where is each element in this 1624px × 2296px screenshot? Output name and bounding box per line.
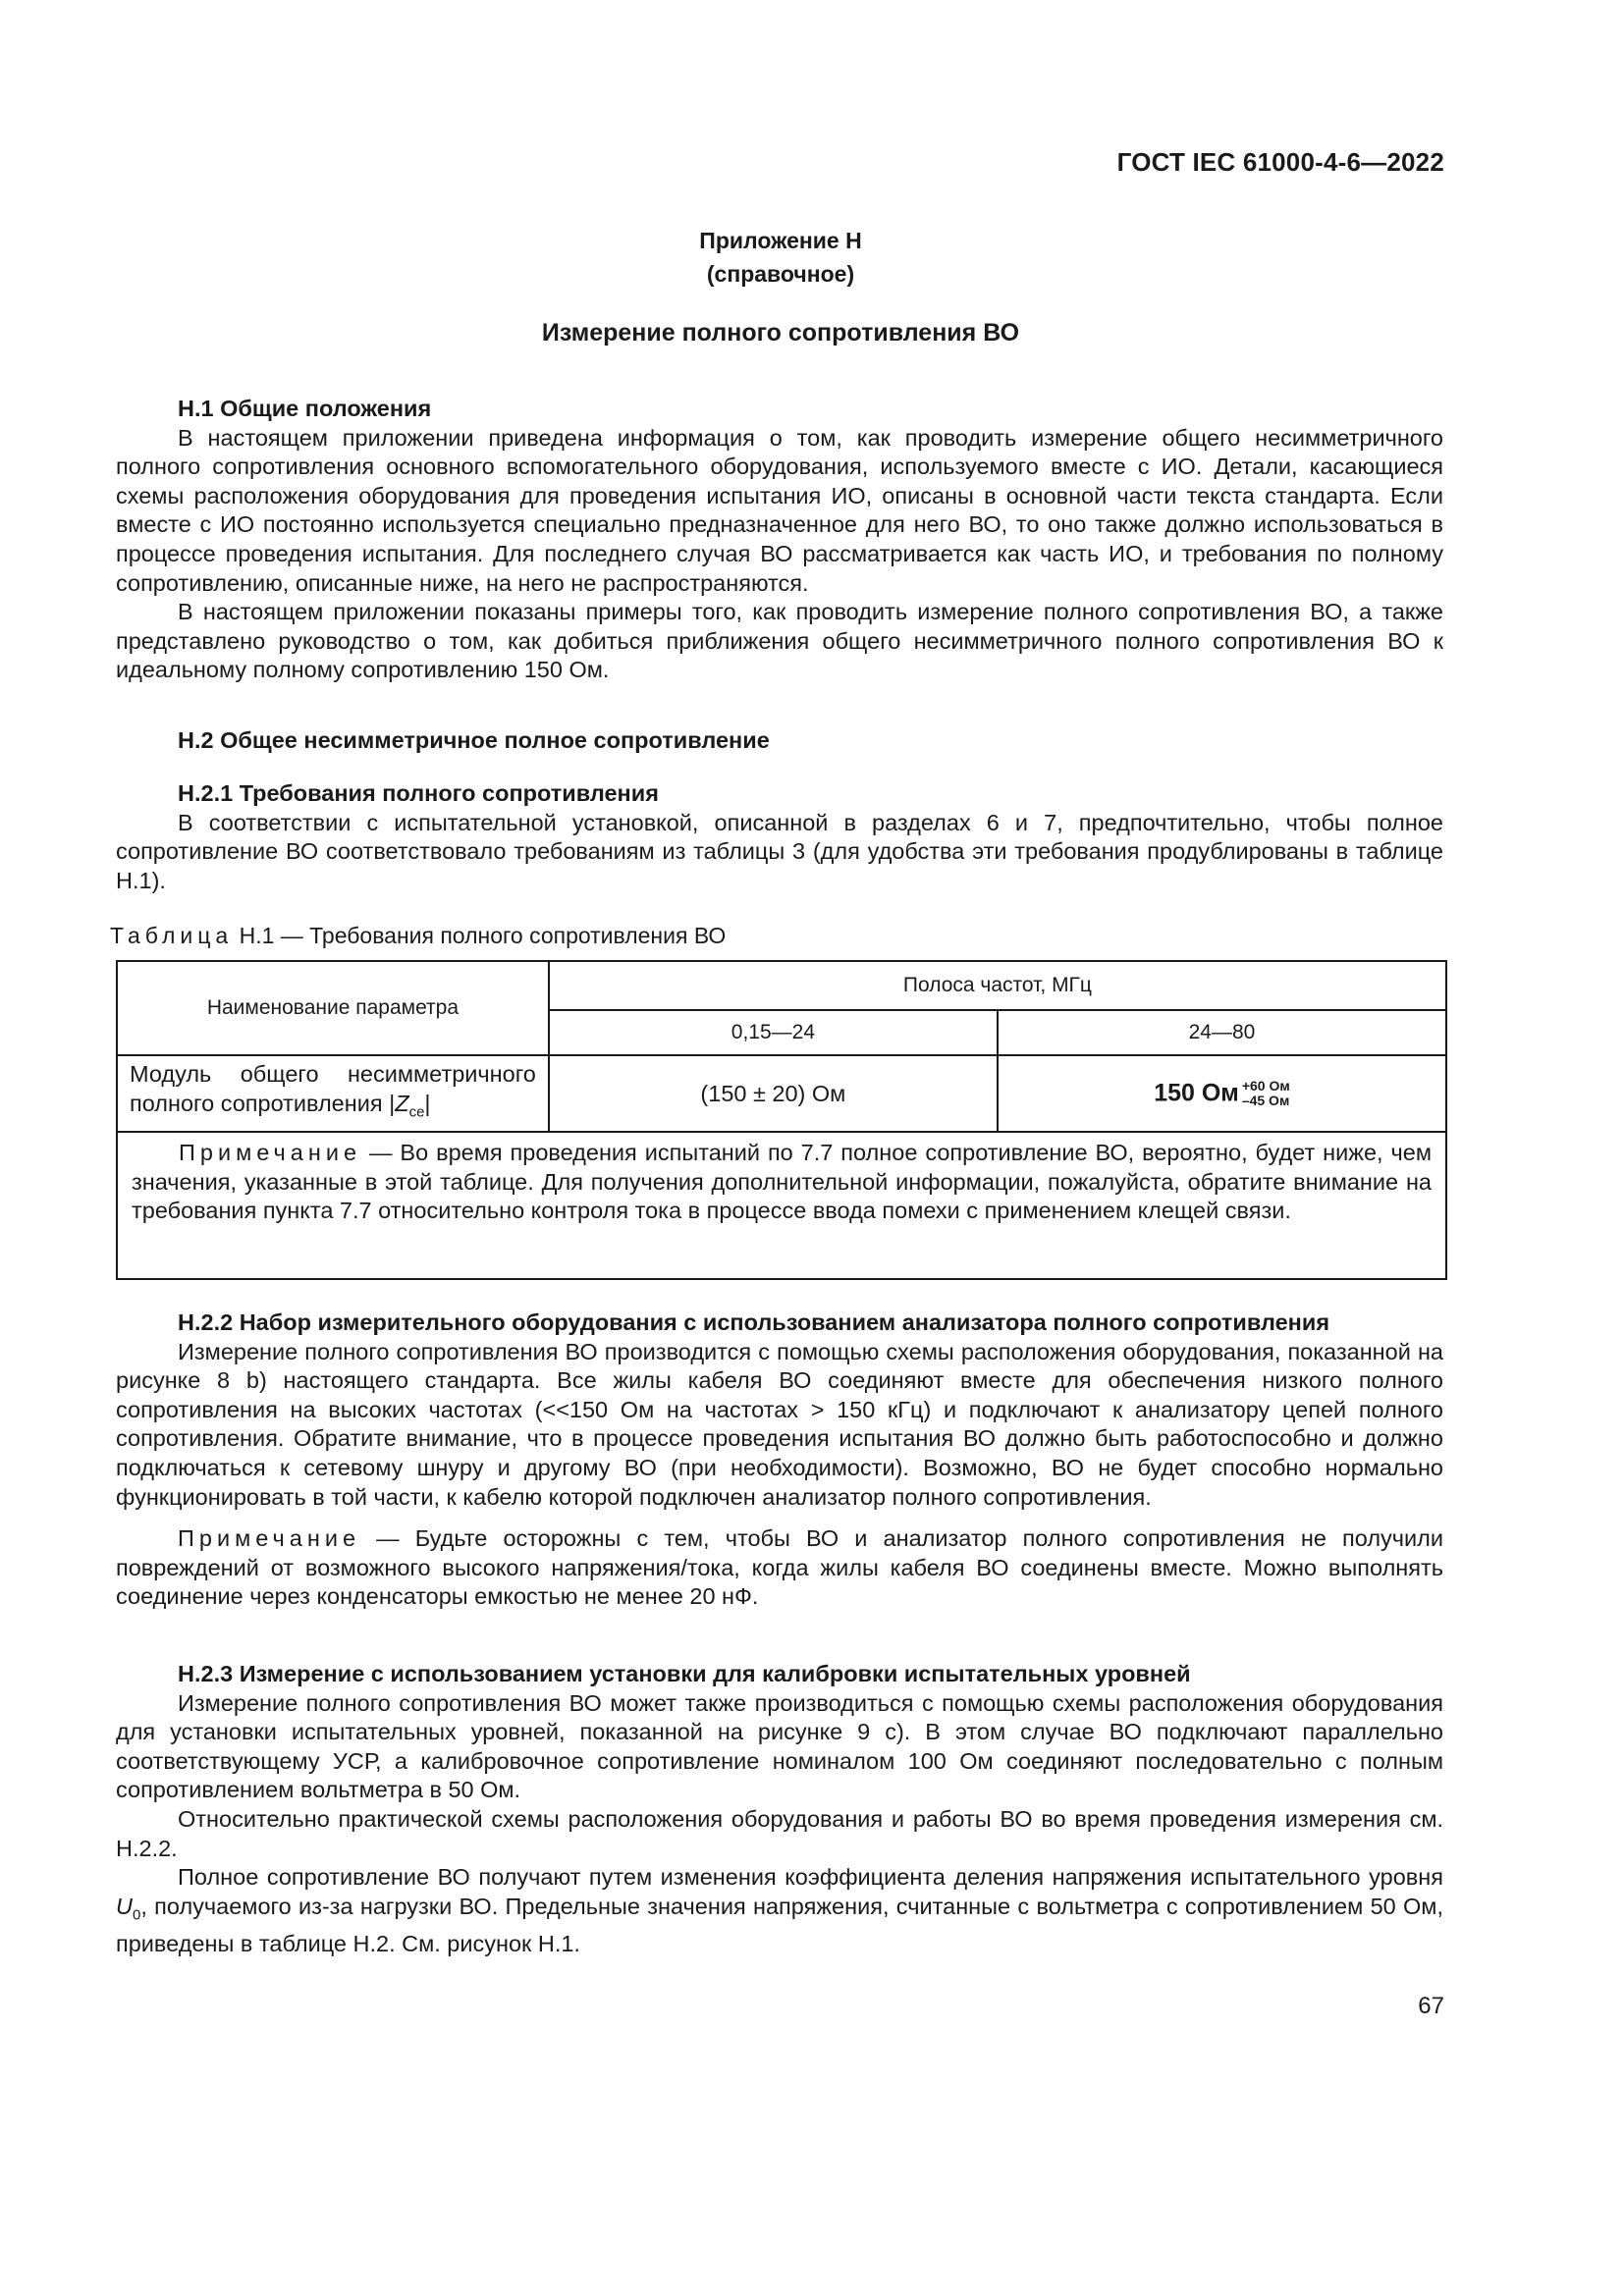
section-h22 [116,1308,1443,1612]
section-h1 [116,395,1443,685]
section-h22-paragraph: Измерение полного сопротивления ВО производится с помощью схемы расположения оборудования, показанной на рисунке 8 b) настоящего стандарта. Все жилы кабеля ВО соединяют вместе для обеспечения низкого полного сопротивления на высоких частотах (<<150 Ом на частотах > 150 кГц) и подключают к анализатору цепей полного сопротивления. Обратите внимание, что в процессе проведения испытания ВО должно быть работоспособно и должно подключаться к сетевому шнуру и другому ВО (при необходимости). Возможно, ВО не будет способно нормально функционировать в той части, к кабелю которой подключен анализатор полного сопротивления. [116,1338,1443,1510]
section-h22-note-text: — Будьте осторожны с тем, чтобы ВО и анализатор полного сопротивления не получили повреждений от возможного высокого напряжения/тока, когда жилы кабеля ВО соединены вместе. Можно выполнять соединение через конденсаторы емкостью не менее 20 нФ. [116,1525,1443,1610]
section-h23-heading: Н.2.3 Измерение с использованием установки для калибровки испытательных уровней [178,1661,1191,1686]
table-caption [110,923,726,949]
tolerance-plus: +60 Ом [1241,1078,1290,1094]
row-parameter-name: Модуль общего несимметричного полного сопротивления $|Z_{ce}|$ [117,1055,549,1132]
section-h22-note-label: Примечание [178,1525,361,1552]
section-h23 [116,1660,1443,1959]
value-band-2-tolerance [1242,1079,1290,1108]
annex-type: (справочное) [706,261,855,287]
section-h1-paragraph-2: В настоящем приложении показаны примеры того, как проводить измерение полного сопротивления ВО, а также представлено руководство о том, как добиться приближения общего несимметричного полного сопротивления ВО к идеальному полному сопротивлению 150 Ом. [116,599,1443,683]
table-note [117,1132,1446,1279]
impedance-symbol: Z [395,1090,409,1116]
section-h2-heading: Н.2 Общее несимметричное полное сопротивление [178,727,770,753]
annex-number: Приложение Н [699,228,862,253]
header-parameter-name: Наименование параметра [117,961,549,1055]
section-h21-heading: Н.2.1 Требования полного сопротивления [178,780,659,806]
voltage-symbol: U [116,1893,133,1919]
table-caption-prefix: Таблица [110,923,234,948]
annex-title: Измерение полного сопротивления ВО [541,319,1020,347]
page-number: 67 [1418,1993,1444,2019]
section-h23-paragraph-3: Полное сопротивление ВО получают путем изменения коэффициента деления напряжения испытательного уровня $U_0$, получаемого из-за нагрузки ВО. Предельные значения напряжения, считанные с вольтметра с сопротивлением 50 Ом, приведены в таблице Н.2. См. рисунок Н.1. [116,1864,1443,1957]
standard-designation: ГОСТ IEC 61000-4-6—2022 [1116,147,1444,177]
section-h1-paragraph-1: В настоящем приложении приведена информация о том, как проводить измерение общего несимметричного полного сопротивления основного вспомогательного оборудования, используемого вместе с ИО. Детали, касающиеся схемы расположения оборудования для проведения испытания ИО, описаны в основной части текста стандарта. Если вместе с ИО постоянно используется специально предназначенное для него ВО, то оно также должно использоваться в процессе проведения испытания. Для последнего случая ВО рассматривается как часть ИО, и требования по полному сопротивлению, описанные ниже, на него не распространяются. [116,424,1443,596]
section-h1-heading: Н.1 Общие положения [178,396,432,421]
table-note-text: — Во время проведения испытаний по 7.7 полное сопротивление ВО, вероятно, будет ниже, чем значения, указанные в этой таблице. Для получения дополнительной информации, пожалуйста, обратите внимание на требования пункта 7.7 относительно контроля тока в процессе ввода помехи с применением клещей связи. [132,1140,1432,1224]
header-band-2: 24—80 [998,1010,1446,1055]
annex-label [0,224,1561,291]
section-h2 [116,726,1443,756]
section-h21-paragraph: В соответствии с испытательной установкой, описанной в разделах 6 и 7, предпочтительно, чтобы полное сопротивление ВО соответствовало требованиям из таблицы 3 (для удобства эти требования продублированы в таблице Н.1). [116,809,1443,893]
requirements-table [116,960,1447,1280]
section-h21 [116,779,1443,895]
tolerance-minus: –45 Ом [1241,1093,1290,1108]
header-band-1: 0,15—24 [549,1010,998,1055]
table-caption-title: Н.1 — Требования полного сопротивления ВО [233,923,727,948]
value-band-2 [998,1055,1446,1132]
section-h22-note [116,1524,1443,1612]
header-frequency-band: Полоса частот, МГц [549,961,1446,1010]
value-band-2-nominal: 150 Ом [1154,1079,1239,1107]
section-h22-heading: Н.2.2 Набор измерительного оборудования с использованием анализатора полного сопротивления [178,1309,1330,1335]
section-h23-paragraph-1: Измерение полного сопротивления ВО может также производиться с помощью схемы расположения оборудования для установки испытательных уровней, показанной на рисунке 9 с). В этом случае ВО подключают параллельно соответствующему УСР, а калибровочное сопротивление номиналом 100 Ом соединяют последовательно с полным сопротивлением вольтметра в 50 Ом. [116,1689,1443,1803]
table-note-label: Примечание [179,1140,362,1165]
value-band-1: (150 ± 20) Ом [549,1055,998,1132]
section-h23-paragraph-2: Относительно практической схемы расположения оборудования и работы ВО во время проведения измерения см. Н.2.2. [116,1805,1443,1861]
